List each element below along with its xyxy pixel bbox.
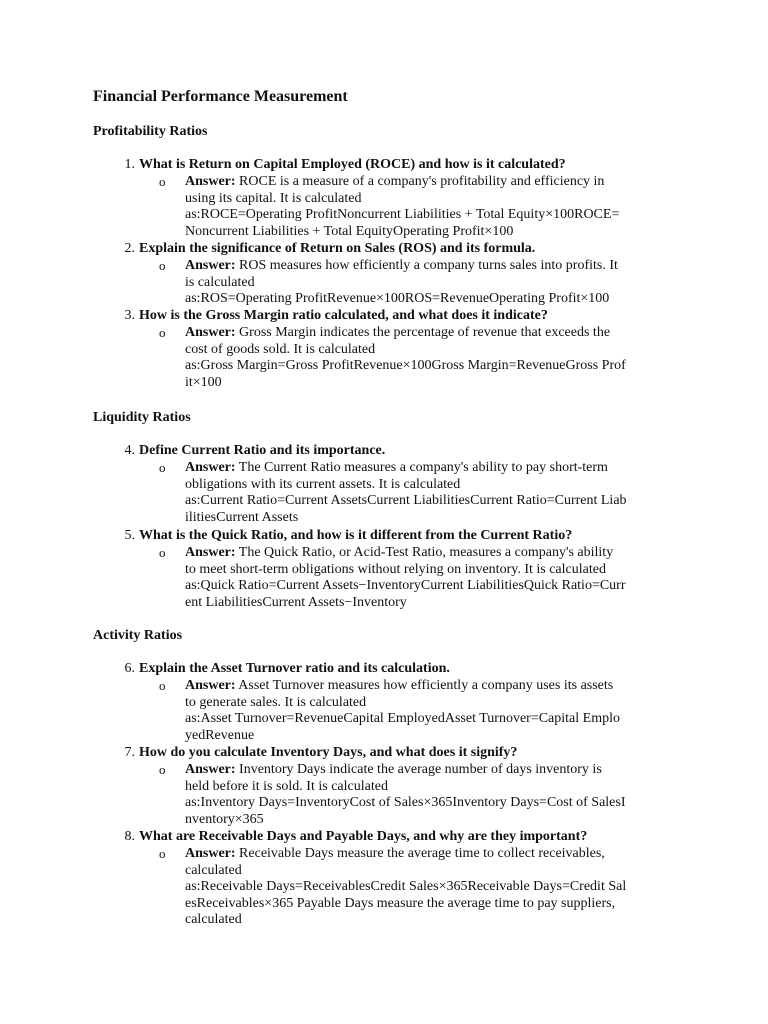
answer-text: Inventory Days indicate the average number of days inventory is [235, 762, 602, 777]
answer-label: Answer: [185, 258, 236, 273]
question-number: 1. [124, 157, 135, 172]
answer-line [185, 762, 679, 779]
answer-line: ent LiabilitiesCurrent Assets−Inventory [185, 594, 407, 610]
question-number: 2. [124, 241, 135, 256]
answer-line: as:Current Ratio=Current AssetsCurrent LiabilitiesCurrent Ratio=Current Liab [185, 493, 627, 508]
answer-text: The Quick Ratio, or Acid-Test Ratio, measures a company's ability [235, 545, 614, 560]
question-number: 5. [124, 528, 135, 543]
answer-line: to generate sales. It is calculated [185, 694, 367, 710]
document-title: Financial Performance Measurement [93, 88, 348, 105]
question-text: What is the Quick Ratio, and how is it different from the Current Ratio? [139, 528, 573, 543]
answer-line [185, 460, 679, 477]
question-text: What are Receivable Days and Payable Days, and why are they important? [139, 829, 588, 844]
answer-body [185, 545, 679, 611]
answer-line: calculated [185, 862, 242, 878]
bullet-icon: o [159, 762, 166, 777]
question-text: How do you calculate Inventory Days, and what does it signify? [139, 745, 518, 760]
answer-line: as:Gross Margin=Gross ProfitRevenue×100Gross Margin=RevenueGross Prof [185, 358, 626, 373]
bullet-icon: o [159, 460, 166, 475]
answer-text: Receivable Days measure the average time to collect receivables, [235, 846, 605, 861]
answer-line: as:ROS=Operating ProfitRevenue×100ROS=RevenueOperating Profit×100 [185, 291, 610, 306]
answer-label: Answer: [185, 762, 236, 777]
answer-line: cost of goods sold. It is calculated [185, 341, 376, 357]
section-heading-activity: Activity Ratios [93, 628, 183, 643]
answer-line: obligations with its current assets. It is calculated [185, 476, 461, 492]
question-text: Explain the significance of Return on Sales (ROS) and its formula. [139, 241, 536, 256]
question-number: 8. [124, 829, 135, 844]
bullet-icon: o [159, 325, 166, 340]
answer-body [185, 258, 679, 308]
answer-line: to meet short-term obligations without relying on inventory. It is calculated [185, 561, 606, 577]
answer-line [185, 846, 679, 863]
answer-body [185, 678, 679, 744]
answer-label: Answer: [185, 545, 236, 560]
answer-text: ROS measures how efficiently a company turns sales into profits. It [235, 258, 618, 273]
question-text: Define Current Ratio and its importance. [139, 443, 386, 458]
answer-line: calculated [185, 912, 242, 927]
question-number: 3. [124, 308, 135, 323]
answer-line: as:Inventory Days=InventoryCost of Sales×365Inventory Days=Cost of SalesI [185, 795, 626, 810]
answer-label: Answer: [185, 325, 236, 340]
question-number: 6. [124, 661, 135, 676]
question-text: Explain the Asset Turnover ratio and its calculation. [139, 661, 450, 676]
answer-line [185, 258, 679, 275]
answer-line: it×100 [185, 374, 222, 390]
answer-body [185, 325, 679, 391]
answer-line: as:ROCE=Operating ProfitNoncurrent Liabilities + Total Equity×100ROCE= [185, 207, 620, 222]
answer-line [185, 545, 679, 562]
answer-line [185, 325, 679, 342]
answer-line: as:Receivable Days=ReceivablesCredit Sales×365Receivable Days=Credit Sal [185, 879, 627, 894]
answer-label: Answer: [185, 678, 236, 693]
answer-line: as:Asset Turnover=RevenueCapital EmployedAsset Turnover=Capital Emplo [185, 711, 620, 726]
bullet-icon: o [159, 174, 166, 189]
answer-line: nventory×365 [185, 811, 264, 827]
bullet-icon: o [159, 678, 166, 693]
answer-line [185, 678, 679, 695]
section-heading-profitability: Profitability Ratios [93, 124, 208, 139]
answer-body [185, 174, 679, 240]
answer-line: ilitiesCurrent Assets [185, 509, 299, 525]
section-heading-liquidity: Liquidity Ratios [93, 410, 191, 425]
bullet-icon: o [159, 258, 166, 273]
answer-label: Answer: [185, 846, 236, 861]
answer-line: esReceivables×365 Payable Days measure the average time to pay suppliers, [185, 895, 616, 911]
answer-line: is calculated [185, 274, 255, 290]
answer-body [185, 846, 679, 929]
question-number: 7. [124, 745, 135, 760]
answer-line [185, 174, 679, 191]
answer-body [185, 460, 679, 526]
answer-line: held before it is sold. It is calculated [185, 778, 388, 794]
answer-text: Gross Margin indicates the percentage of revenue that exceeds the [235, 325, 611, 340]
answer-text: The Current Ratio measures a company's ability to pay short-term [235, 460, 608, 475]
answer-line: yedRevenue [185, 727, 255, 743]
answer-line: using its capital. It is calculated [185, 190, 362, 206]
question-text: What is Return on Capital Employed (ROCE) and how is it calculated? [139, 157, 566, 172]
answer-line: Noncurrent Liabilities + Total EquityOperating Profit×100 [185, 223, 514, 239]
bullet-icon: o [159, 545, 166, 560]
answer-label: Answer: [185, 174, 236, 189]
question-number: 4. [124, 443, 135, 458]
question-text: How is the Gross Margin ratio calculated, and what does it indicate? [139, 308, 548, 323]
answer-line: as:Quick Ratio=Current Assets−InventoryCurrent LiabilitiesQuick Ratio=Curr [185, 578, 626, 593]
answer-label: Answer: [185, 460, 236, 475]
bullet-icon: o [159, 846, 166, 861]
answer-text: Asset Turnover measures how efficiently a company uses its assets [235, 678, 614, 693]
answer-text: ROCE is a measure of a company's profitability and efficiency in [235, 174, 605, 189]
answer-body [185, 762, 679, 828]
